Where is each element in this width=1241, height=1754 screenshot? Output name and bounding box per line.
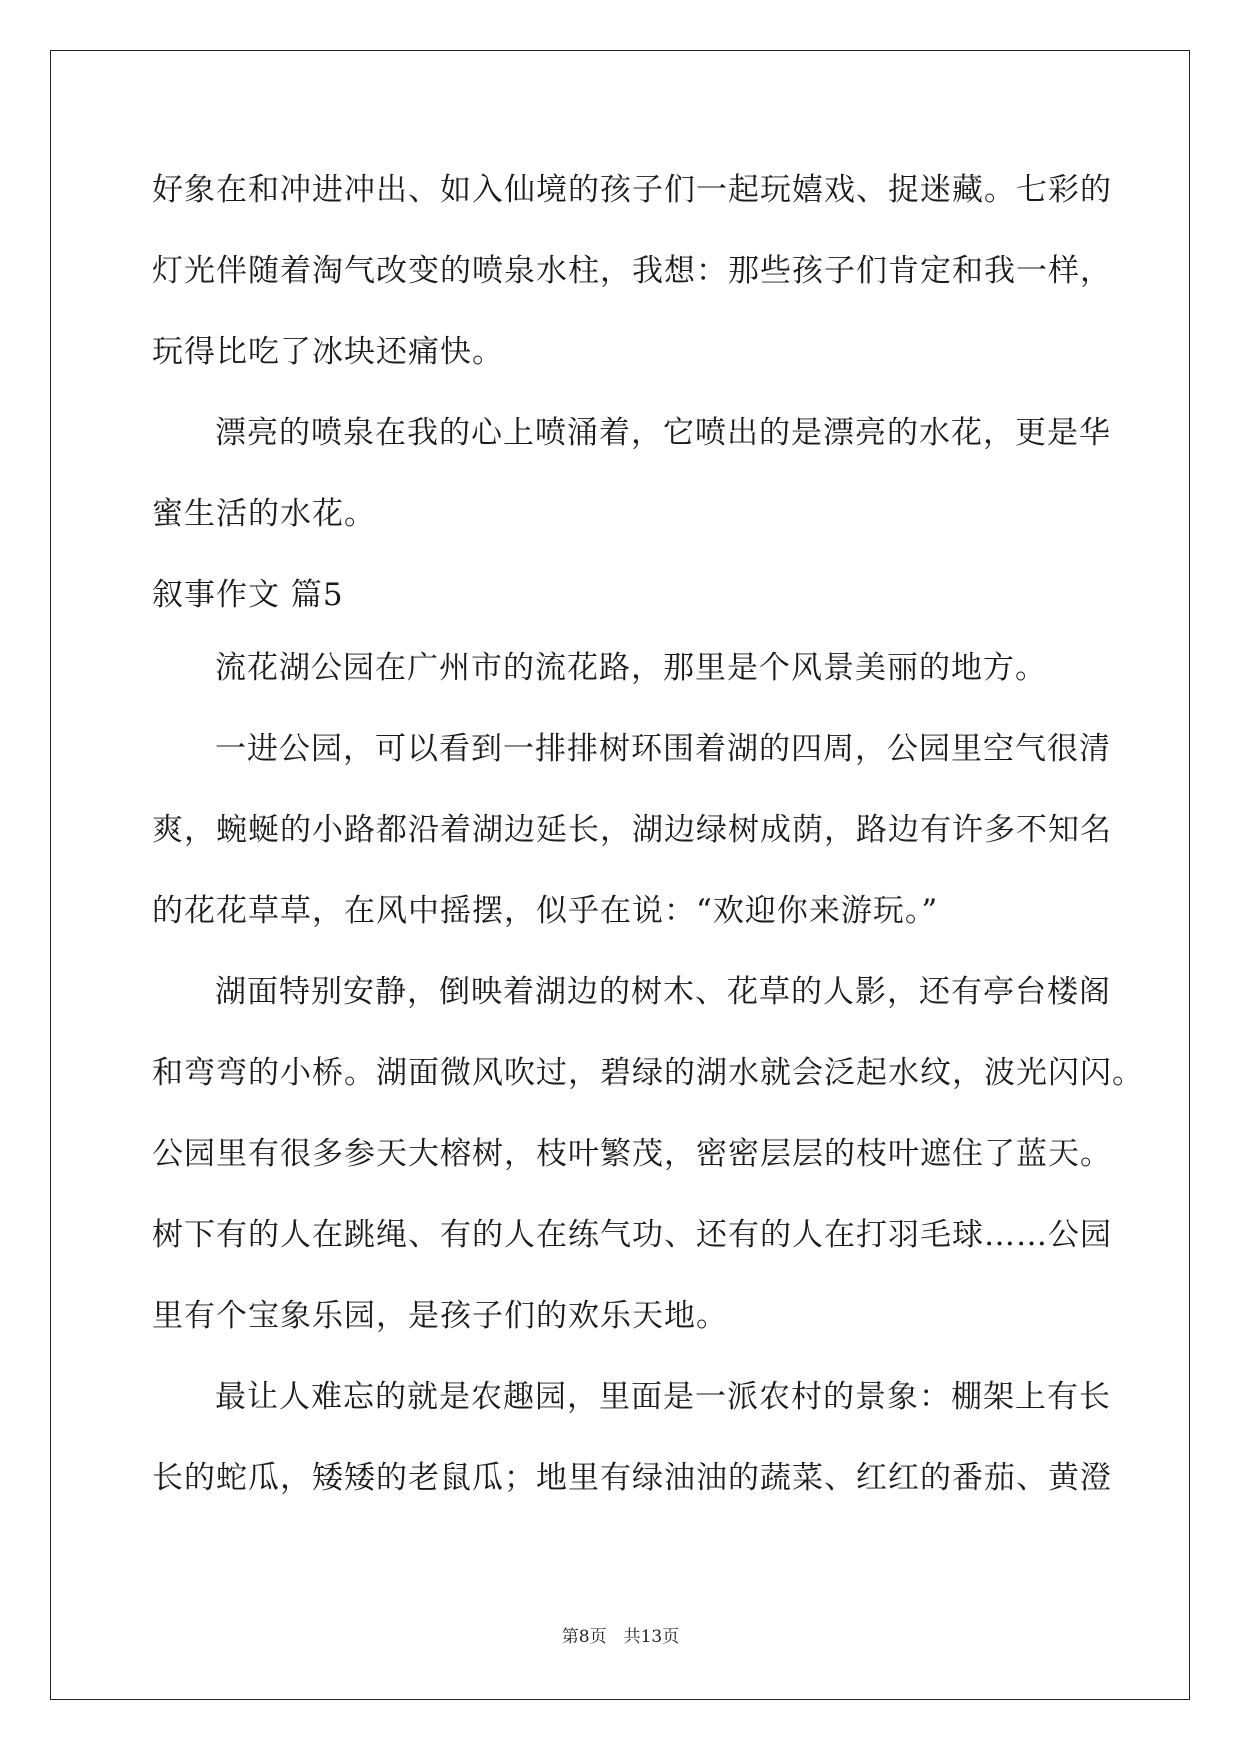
text-line: 里有个宝象乐园，是孩子们的欢乐天地。: [152, 1298, 728, 1334]
text-line: 树下有的人在跳绳、有的人在练气功、还有的人在打羽毛球……公园: [152, 1217, 1112, 1253]
document-body: [152, 162, 1144, 1531]
text-line: 玩得比吃了冰块还痛快。: [152, 334, 504, 370]
text-line: 蜜生活的水花。: [152, 496, 376, 532]
text-line: 流花湖公园在广州市的流花路，那里是个风景美丽的地方。: [215, 650, 1047, 686]
text-line: 好象在和冲进冲出、如入仙境的孩子们一起玩嬉戏、捉迷藏。七彩的: [152, 172, 1112, 208]
text-line: 灯光伴随着淘气改变的喷泉水柱，我想：那些孩子们肯定和我一样，: [152, 253, 1112, 289]
text-line: 湖面特别安静，倒映着湖边的树木、花草的人影，还有亭台楼阁: [215, 974, 1111, 1010]
text-line: 和弯弯的小桥。湖面微风吹过，碧绿的湖水就会泛起水纹，波光闪闪。: [152, 1055, 1144, 1091]
page-number: 第8页 共13页: [561, 1627, 680, 1647]
text-line: 漂亮的喷泉在我的心上喷涌着，它喷出的是漂亮的水花，更是华: [215, 415, 1111, 451]
text-line: 一进公园，可以看到一排排树环围着湖的四周，公园里空气很清: [215, 731, 1111, 767]
text-line: 最让人难忘的就是农趣园，里面是一派农村的景象：棚架上有长: [215, 1379, 1111, 1415]
text-line: 长的蛇瓜，矮矮的老鼠瓜；地里有绿油油的蔬菜、红红的番茄、黄澄: [152, 1460, 1112, 1496]
text-line: 爽，蜿蜒的小路都沿着湖边延长，湖边绿树成荫，路边有许多不知名: [152, 812, 1112, 848]
text-line: 公园里有很多参天大榕树，枝叶繁茂，密密层层的枝叶遮住了蓝天。: [152, 1136, 1112, 1172]
text-line: 的花花草草，在风中摇摆，似乎在说：“欢迎你来游玩。”: [152, 893, 939, 929]
section-heading: 叙事作文 篇5: [152, 577, 344, 613]
